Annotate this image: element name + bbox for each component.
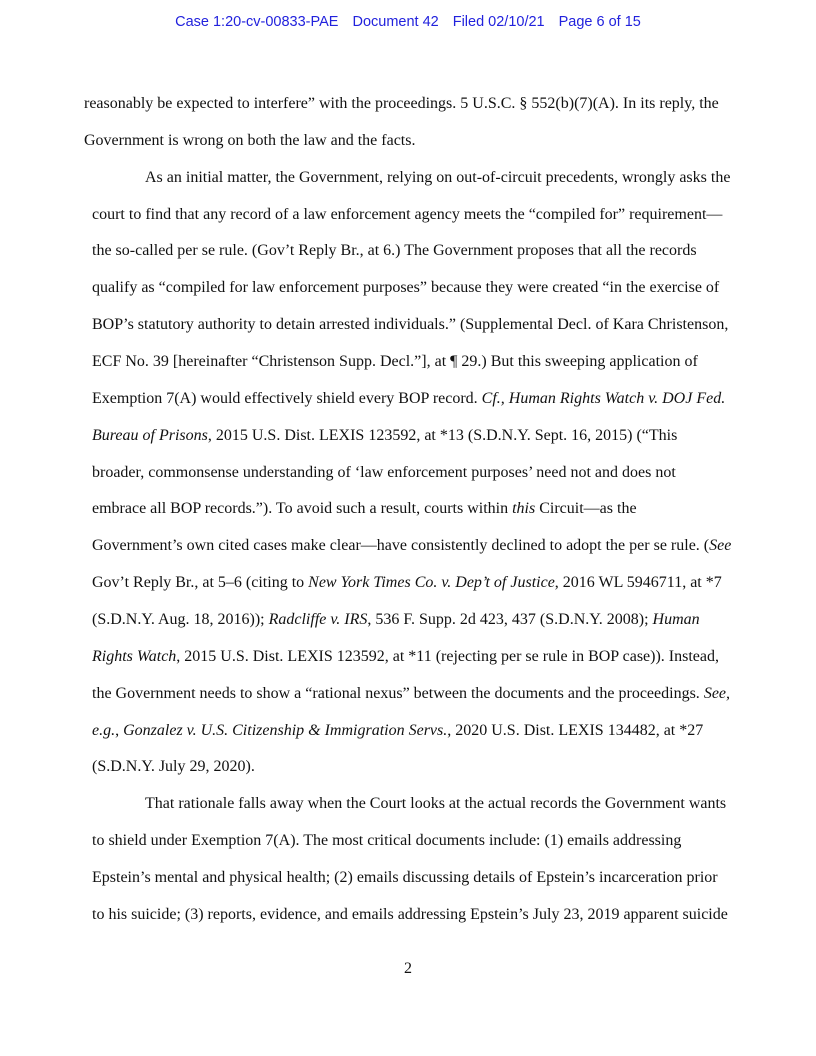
italic-text-run: Cf., Human Rights Watch v. DOJ Fed. xyxy=(481,389,726,407)
text-line xyxy=(92,823,746,860)
italic-text-run: this xyxy=(512,500,536,518)
text-line xyxy=(92,381,746,418)
text-line xyxy=(92,639,746,676)
italic-text-run: See, xyxy=(703,684,731,702)
text-line xyxy=(92,786,746,823)
italic-text-run: Radcliffe v. IRS xyxy=(268,611,368,629)
text-line xyxy=(92,197,746,234)
header-segment: Filed 02/10/21 xyxy=(452,14,545,30)
text-run: (S.D.N.Y. Aug. 18, 2016)); xyxy=(92,611,269,629)
paragraph xyxy=(84,86,746,160)
text-run: to shield under Exemption 7(A). The most critical documents include: (1) emails addressing xyxy=(92,832,682,850)
text-line xyxy=(92,565,746,602)
text-run: to his suicide; (3) reports, evidence, and emails addressing Epstein’s July 23, 2019 apparent suicide xyxy=(92,905,728,923)
paragraph xyxy=(92,786,746,933)
text-line xyxy=(92,307,746,344)
text-run: Epstein’s mental and physical health; (2) emails discussing details of Epstein’s incarceration prior xyxy=(92,869,718,887)
text-line xyxy=(92,344,746,381)
text-line xyxy=(92,749,746,786)
page-footer xyxy=(0,958,816,980)
text-run: , 2016 WL 5946711, at *7 xyxy=(554,574,722,592)
text-run: , xyxy=(115,721,124,739)
text-line xyxy=(84,86,746,123)
text-line xyxy=(92,602,746,639)
document-body xyxy=(84,86,746,934)
text-line xyxy=(84,123,746,160)
text-line xyxy=(92,491,746,528)
header-segment: Document 42 xyxy=(352,14,439,30)
italic-text-run: e.g. xyxy=(92,721,116,739)
header-segment: Case 1:20-cv-00833-PAE xyxy=(175,14,339,30)
text-line xyxy=(92,860,746,897)
text-run: , 2015 U.S. Dist. LEXIS 123592, at *13 (S.D.N.Y. Sept. 16, 2015) (“This xyxy=(207,426,678,444)
text-run: As an initial matter, the Government, relying on out-of-circuit precedents, wrongly asks the xyxy=(145,168,731,186)
text-run: (S.D.N.Y. July 29, 2020). xyxy=(92,758,255,776)
italic-text-run: Bureau of Prisons xyxy=(92,426,208,444)
case-header-stamp xyxy=(0,14,816,30)
text-line xyxy=(92,897,746,934)
italic-text-run: See xyxy=(709,537,732,555)
italic-text-run: New York Times Co. v. Dep’t of Justice xyxy=(308,574,555,592)
text-line xyxy=(92,713,746,750)
text-run: Government’s own cited cases make clear—have consistently declined to adopt the per se rule. ( xyxy=(92,537,710,555)
text-run: the Government needs to show a “rational nexus” between the documents and the proceedings. xyxy=(92,684,704,702)
text-run: reasonably be expected to interfere” with the proceedings. 5 U.S.C. § 552(b)(7)(A). In its reply, the xyxy=(84,95,719,112)
text-line xyxy=(92,418,746,455)
text-run: , 2020 U.S. Dist. LEXIS 134482, at *27 xyxy=(447,721,704,739)
text-line xyxy=(92,233,746,270)
text-run: Circuit—as the xyxy=(535,500,637,518)
text-run: Government is wrong on both the law and the facts. xyxy=(84,131,416,149)
paragraph xyxy=(92,160,746,787)
text-run: Gov’t Reply Br., at 5–6 (citing to xyxy=(92,574,309,592)
italic-text-run: Rights Watch xyxy=(92,647,177,665)
text-run: , 2015 U.S. Dist. LEXIS 123592, at *11 (rejecting per se rule in BOP case)). Instead, xyxy=(176,647,719,665)
text-run: BOP’s statutory authority to detain arrested individuals.” (Supplemental Decl. of Kara Christenson, xyxy=(92,316,729,334)
text-run: embrace all BOP records.”). To avoid such a result, courts within xyxy=(92,500,513,518)
page-number: 2 xyxy=(404,960,412,977)
text-line xyxy=(92,676,746,713)
italic-text-run: Human xyxy=(652,611,700,629)
italic-text-run: Gonzalez v. U.S. Citizenship & Immigration Servs. xyxy=(123,721,448,739)
text-run: broader, commonsense understanding of ‘law enforcement purposes’ need not and does not xyxy=(92,463,676,481)
text-line xyxy=(92,455,746,492)
text-line xyxy=(92,160,746,197)
text-run: Exemption 7(A) would effectively shield every BOP record. xyxy=(92,389,482,407)
text-run: court to find that any record of a law enforcement agency meets the “compiled for” requirement— xyxy=(92,205,723,223)
text-run: ECF No. 39 [hereinafter “Christenson Supp. Decl.”], at ¶ 29.) But this sweeping application of xyxy=(92,353,698,371)
text-line xyxy=(92,270,746,307)
text-run: , 536 F. Supp. 2d 423, 437 (S.D.N.Y. 2008); xyxy=(367,611,653,629)
text-run: That rationale falls away when the Court looks at the actual records the Government wants xyxy=(145,795,727,813)
text-line xyxy=(92,528,746,565)
text-run: the so-called per se rule. (Gov’t Reply Br., at 6.) The Government proposes that all the records xyxy=(92,242,697,260)
text-run: qualify as “compiled for law enforcement purposes” because they were created “in the exercise of xyxy=(92,279,720,297)
header-segment: Page 6 of 15 xyxy=(558,14,641,30)
